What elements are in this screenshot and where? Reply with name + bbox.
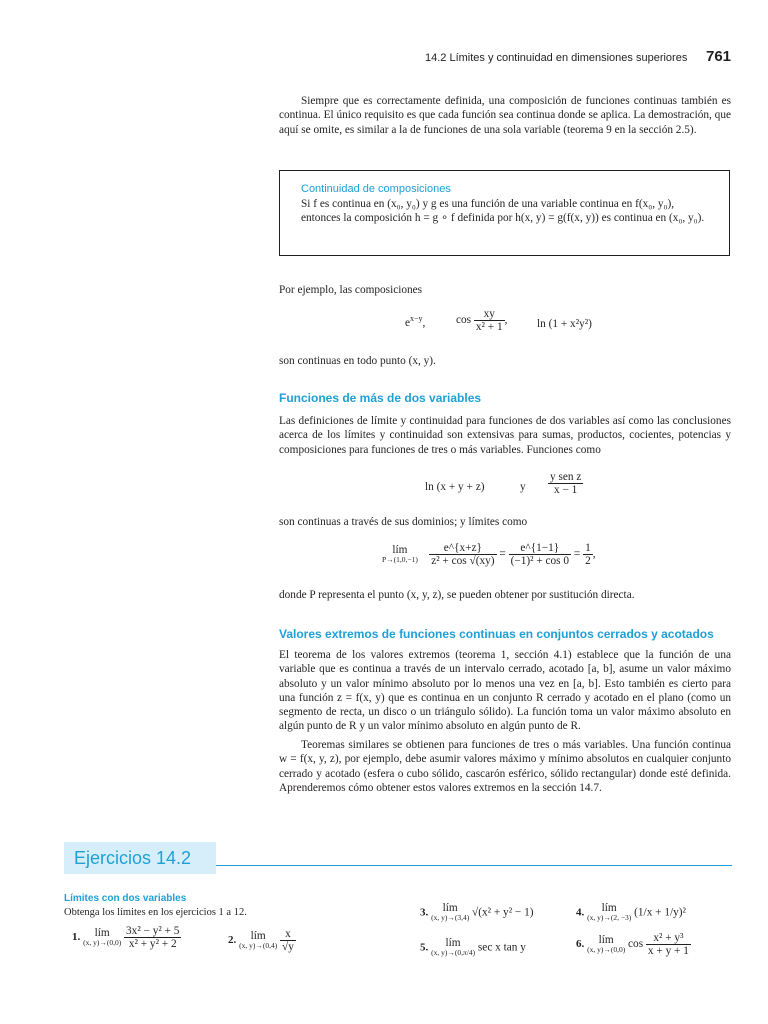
limit-word: lím: [250, 929, 266, 942]
exercise-fraction: [646, 932, 691, 957]
continuous-text: son continuas a través de sus dominios; y límites como: [279, 516, 528, 528]
exercise-6: [576, 932, 691, 957]
example-log: ln (1 + x²y²): [537, 318, 592, 330]
and-word: y: [520, 481, 526, 493]
limit-subscript: P→(1,0,−1): [382, 554, 418, 564]
exercise-fraction: [280, 928, 296, 953]
intro-paragraph: Siempre que es correctamente definida, una composición de funciones continuas también es continua. El único requisito es que cada función sea continua donde se aplica. La demostración, que aquí se omite, es similar a la de funciones de una sola variable (teorema 9 en la sección 2.5).: [279, 95, 731, 136]
running-header-title: 14.2 Límites y continuidad en dimensiones superiores: [425, 52, 688, 64]
limit-operator: [431, 938, 475, 958]
example-cosine: [456, 308, 507, 333]
limit-subscript: (x, y)→(0,4): [239, 940, 278, 950]
limit-fraction-2: [509, 542, 571, 567]
limit-numerator-2: e^{1−1}: [520, 542, 560, 554]
extreme-values-paragraph-2: Teoremas similares se obtienen para funciones de tres o más variables. Una función continua w = f(x, y, z), por ejemplo, debe asumir valores máximo y mínimo absolutos en cualquier conjunto cerrado y acotado (esfera o cubo sólido, cascarón esférico, sólido rectangular) donde esté definida. Aprenderemos cómo obtener estos valores extremos en la sección 14.7.: [279, 739, 731, 794]
limit-denominator-2: (−1)² + cos 0: [510, 555, 570, 567]
limit-subscript: (x, y)→(0,0): [587, 944, 626, 954]
log-sum-expression: ln (x + y + z): [425, 481, 485, 493]
page-number: 761: [706, 48, 732, 65]
exercise-1: [72, 925, 181, 950]
cos-suffix: ,: [504, 314, 508, 327]
limit-fraction-1: [429, 542, 496, 567]
limit-operator: [431, 903, 469, 923]
extreme-values-paragraph-1: El teorema de los valores extremos (teorema 1, sección 4.1) establece que la función de una variable que es continua a través de un intervalo cerrado, acotado [a, b], asume un valor máximo absoluto y un valor mínimo absoluto por lo menos una vez en [a, b]. Esto también es cierto para una función z = f(x, y) que es continua en un conjunto R cerrado y acotado en el plano (como un segmento de recta, un disco o un triángulo sólido). La función toma un valor máximo absoluto en algún punto de R y un valor mínimo absoluto en algún punto de R.: [279, 649, 731, 733]
ysenz-numerator: y sen z: [550, 471, 582, 483]
denominator: √y: [282, 941, 294, 953]
exercise-5: [420, 938, 526, 958]
limit-denominator-1: z² + cos √(xy): [431, 555, 495, 567]
numerator: x² + y³: [653, 932, 684, 944]
limit-word: lím: [442, 902, 458, 914]
limit-word: lím: [392, 543, 408, 556]
limit-operator: [382, 545, 418, 565]
ysenz-fraction: [548, 471, 583, 496]
denominator: x + y + 1: [647, 945, 689, 957]
limit-subscript: (x, y)→(0,0): [83, 937, 122, 947]
limit-result: [583, 542, 593, 567]
limit-subscript: (x, y)→(3,4): [431, 913, 470, 922]
exercises-title: Ejercicios 14.2: [74, 848, 192, 868]
denominator: x² + y² + 2: [124, 937, 181, 950]
exercises-title-box: [64, 842, 216, 874]
result-numerator: 1: [585, 542, 591, 554]
theorem-text: Si f es continua en (x₀, y₀) y g es una función de una variable continua en f(x₀, y₀), entonces la composición h = g ∘ f definida por h(x, y) = g(f(x, y)) es continua en (x₀, y₀).: [301, 198, 705, 225]
exp-power: x−y: [410, 314, 423, 323]
exercise-4: [576, 903, 686, 923]
exercise-number: 6.: [576, 938, 585, 951]
exercise-expression: sec x tan y: [477, 941, 526, 954]
exercises-subheading: Límites con dos variables: [64, 893, 187, 904]
exercise-number: 2.: [228, 934, 237, 947]
exercise-expression: √(x² + y² − 1): [472, 906, 534, 919]
result-suffix: ,: [592, 548, 596, 561]
cos-numerator: xy: [483, 308, 495, 320]
cos-denominator: x² + 1: [475, 321, 503, 333]
ysenz-denominator: x − 1: [548, 483, 583, 496]
exercise-2: [228, 928, 296, 953]
exercise-number: 1.: [72, 931, 81, 944]
exercises-rule: [216, 865, 732, 866]
exercise-number: 4.: [576, 906, 585, 919]
limit-word: lím: [94, 926, 110, 939]
limit-word: lím: [445, 937, 461, 949]
exercises-instruction: Obtenga los límites en los ejercicios 1 a 12.: [64, 907, 247, 918]
exercise-fraction: [124, 925, 181, 950]
exercise-3: [420, 903, 534, 923]
limit-operator: [83, 928, 121, 948]
exercise-number: 3.: [420, 906, 429, 919]
limit-operator: [587, 935, 625, 955]
example-tail: son continuas en todo punto (x, y).: [279, 355, 436, 367]
limit-operator: [587, 903, 631, 923]
limit-word: lím: [598, 933, 614, 946]
limit-word: lím: [601, 902, 617, 914]
exercise-number: 5.: [420, 941, 429, 954]
numerator: x: [285, 928, 291, 940]
exp-base: e: [405, 316, 411, 329]
limit-subscript: (x, y)→(2, −3): [587, 913, 632, 922]
result-denominator: 2: [585, 555, 591, 567]
section-heading-extreme-values: Valores extremos de funciones continuas en conjuntos cerrados y acotados: [279, 627, 714, 641]
limit-equation: [382, 542, 596, 567]
equals-2: =: [573, 548, 581, 561]
cos-prefix: cos: [456, 314, 472, 327]
example-lead: Por ejemplo, las composiciones: [279, 284, 423, 296]
more-variables-paragraph: Las definiciones de límite y continuidad para funciones de dos variables así como las conclusiones acerca de los límites y continuidad son extensivas para sumas, productos, cocientes, potencias y composiciones para funciones de tres o más variables. Funciones como: [279, 415, 731, 456]
cos-fraction: [474, 308, 505, 333]
limit-numerator-1: e^{x+z}: [443, 542, 482, 554]
numerator: 3x² − y² + 5: [126, 925, 180, 937]
limit-subscript: (x, y)→(0,π/4): [431, 948, 476, 957]
cos-prefix: cos: [628, 938, 644, 951]
direct-substitution-text: donde P representa el punto (x, y, z), se pueden obtener por sustitución directa.: [279, 589, 635, 601]
equals-1: =: [499, 548, 506, 561]
exercise-expression: (1/x + 1/y)²: [634, 906, 686, 919]
example-exponential: $e^{x-y}$,: [405, 314, 426, 329]
limit-operator: [239, 931, 277, 951]
theorem-box: [279, 170, 730, 256]
theorem-title: Continuidad de composiciones: [301, 183, 451, 195]
section-heading-more-variables: Funciones de más de dos variables: [279, 391, 482, 405]
